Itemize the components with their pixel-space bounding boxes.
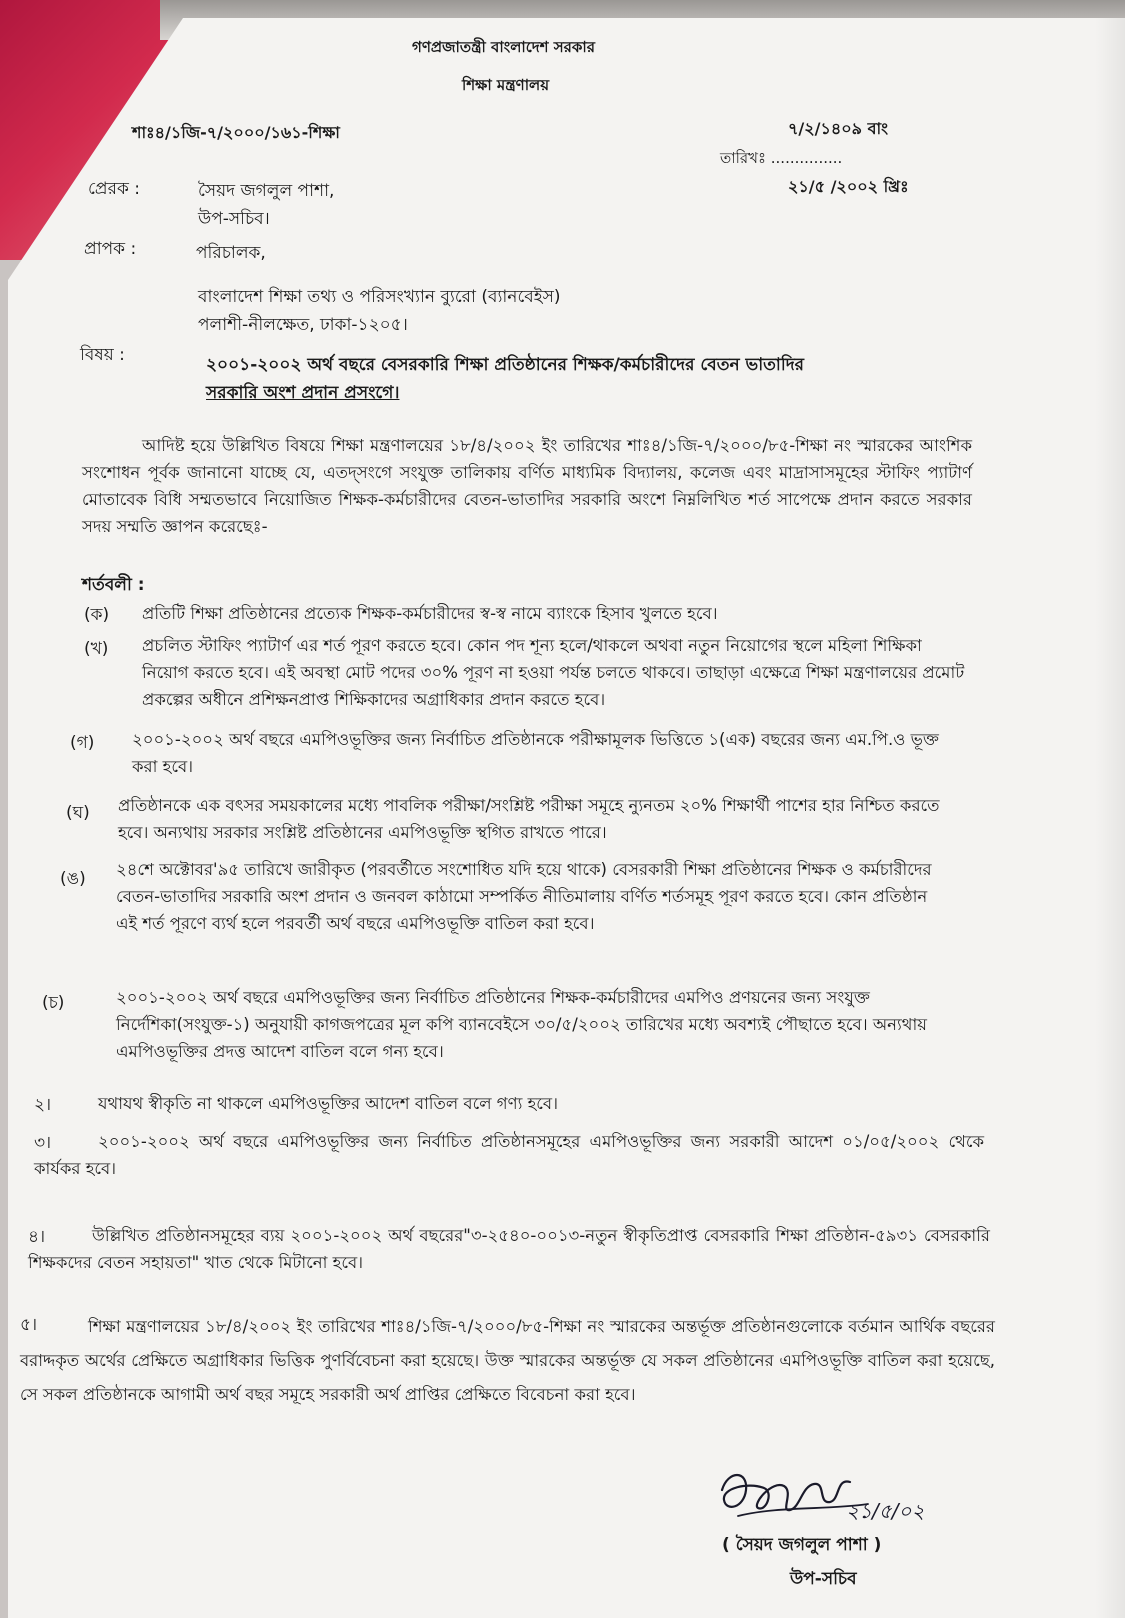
condition-mark-gha: (ঘ) xyxy=(66,803,90,823)
condition-mark-kha: (খ) xyxy=(84,639,109,659)
signatory-designation: উপ-সচিব xyxy=(790,1569,857,1589)
point-number-3: ৩। xyxy=(34,1133,52,1153)
signature-date: ২১/৫/০২ xyxy=(846,1499,925,1523)
point-number-4: ৪। xyxy=(28,1227,46,1247)
point-number-2: ২। xyxy=(34,1095,52,1115)
condition-umo: ২৪শে অক্টোবর'৯৫ তারিখে জারীকৃত (পরবর্তীতে সংশোধিত যদি হয়ে থাকে) বেসরকারী শিক্ষা প্রতিষ্ঠানের শিক্ষক ও কর্মচারীদের বেতন-ভাতাদির সরকারি অংশ প্রদান ও জনবল কাঠামো সম্পর্কিত নীতিমালায় বর্ণিত শর্তসমূহ পূরণ করতে হবে। কোন প্রতিষ্ঠান এই শর্ত পূরণে ব্যর্থ হলে পরবর্তী অর্থ বছরে এমপিওভূক্তি বাতিল করা হবে। xyxy=(116,860,932,933)
condition-mark-ga: (গ) xyxy=(70,733,95,753)
condition-ka: প্রতিটি শিক্ষা প্রতিষ্ঠানের প্রত্যেক শিক্ষক-কর্মচারীদের স্ব-স্ব নামে ব্যাংকে হিসাব খুলতে হবে। xyxy=(142,604,718,623)
condition-cha: ২০০১-২০০২ অর্থ বছরে এমপিওভূক্তির জন্য নির্বাচিত প্রতিষ্ঠানের শিক্ষক-কর্মচারীদের এমপিও প্রণয়নের জন্য সংযুক্ত নির্দেশিকা(সংযুক্ত-১) অনুযায়ী কাগজপত্রের মূল কপি ব্যানবেইসে ৩০/৫/২০০২ তারিখের মধ্যে অবশ্যই পৌছাতে হবে। অন্যথায় এমপিওভূক্তির প্রদত্ত আদেশ বাতিল বলে গন্য হবে। xyxy=(116,988,927,1061)
sender-name: সৈয়দ জগলুল পাশা, xyxy=(198,181,335,201)
condition-kha: প্রচলিত স্টাফিং প্যাটার্ণ এর শর্ত পূরণ করতে হবে। কোন পদ শূন্য হলে/থাকলে অথবা নতুন নিয়োগের স্থলে মহিলা শিক্ষিকা নিয়োগ করতে হবে। এই অবস্থা মোট পদের ৩০% পূরণ না হওয়া পর্যন্ত চলতে থাকবে। তাছাড়া এক্ষেত্রে শিক্ষা মন্ত্রণালয়ের প্রমোট প্রকল্পের অধীনে প্রশিক্ষনপ্রাপ্ত শিক্ষিকাদের অগ্রাধিকার প্রদান করতে হবে। xyxy=(142,636,965,709)
memo-date-bangla: ৭/২/১৪০৯ বাং xyxy=(788,119,889,138)
recipient-title: পরিচালক, xyxy=(196,243,266,263)
condition-gha: প্রতিষ্ঠানকে এক বৎসর সময়কালের মধ্যে পাবলিক পরীক্ষা/সংশ্লিষ্ট পরীক্ষা সমূহে ন্যুনতম ২০% শিক্ষার্থী পাশের হার নিশ্চিত করতে হবে। অন্যথায় সরকার সংশ্লিষ্ট প্রতিষ্ঠানের এমপিওভূক্তি স্থগিত রাখতে পারে। xyxy=(118,796,940,842)
condition-mark-umo: (ঙ) xyxy=(60,869,86,889)
subject-line-1: ২০০১-২০০২ অর্থ বছরে বেসরকারি শিক্ষা প্রতিষ্ঠানের শিক্ষক/কর্মচারীদের বেতন ভাতাদির xyxy=(206,355,804,375)
condition-ga: ২০০১-২০০২ অর্থ বছরে এমপিওভূক্তির জন্য নির্বাচিত প্রতিষ্ঠানকে পরীক্ষামূলক ভিত্তিতে ১(এক) বছরের জন্য এম.পি.ও ভূক্ত করা হবে। xyxy=(132,730,939,776)
government-heading: গণপ্রজাতন্ত্রী বাংলাদেশ সরকার xyxy=(412,38,595,56)
subject-label: বিষয় : xyxy=(80,345,125,365)
sender-label: প্রেরক : xyxy=(88,179,140,199)
point-5: শিক্ষা মন্ত্রণালয়ের ১৮/৪/২০০২ ইং তারিখের শাঃ৪/১জি-৭/২০০০/৮৫-শিক্ষা নং স্মারকের অন্তর্ভূক্ত প্রতিষ্ঠানগুলোকে বর্তমান আর্থিক বছরের বরাদ্দকৃত অর্থের প্রেক্ষিতে অগ্রাধিকার ভিত্তিক পুণর্বিবেচনা করা হয়েছে। উক্ত স্মারকের অন্তর্ভূক্ত যে সকল প্রতিষ্ঠানের এমপিওভূক্তি বাতিল করা হয়েছে, সে সকল প্রতিষ্ঠানকে আগামী অর্থ বছর সমূহে সরকারী অর্থ প্রাপ্তির প্রেক্ষিতে বিবেচনা করা হবে। xyxy=(20,1317,995,1404)
condition-mark-ka: (ক) xyxy=(84,605,110,625)
conditions-title: শর্তবলী : xyxy=(82,575,145,595)
recipient-office: বাংলাদেশ শিক্ষা তথ্য ও পরিসংখ্যান ব্যুরো (ব্যানবেইস) xyxy=(198,287,561,307)
point-2: যথাযথ স্বীকৃতি না থাকলে এমপিওভূক্তির আদেশ বাতিল বলে গণ্য হবে। xyxy=(98,1094,558,1113)
date-label: তারিখঃ ............... xyxy=(720,149,843,167)
subject-line-2: সরকারি অংশ প্রদান প্রসংগে। xyxy=(206,383,400,403)
recipient-address: পলাশী-নীলক্ষেত, ঢাকা-১২০৫। xyxy=(198,315,408,335)
memo-number: শাঃ৪/১জি-৭/২০০০/১৬১-শিক্ষা xyxy=(132,123,340,142)
sender-designation: উপ-সচিব। xyxy=(198,209,270,229)
point-4: উল্লিখিত প্রতিষ্ঠানসমূহের ব্যয় ২০০১-২০০২ অর্থ বছরের"৩-২৫৪০-০০১৩-নতুন স্বীকৃতিপ্রাপ্ত বেসরকারি শিক্ষা প্রতিষ্ঠান-৫৯৩১ বেসরকারি শিক্ষকদের বেতন সহায়তা" খাত থেকে মিটানো হবে। xyxy=(28,1226,990,1272)
memo-date-english: ২১/৫ /২০০২ খ্রিঃ xyxy=(788,177,909,196)
point-number-5: ৫। xyxy=(20,1315,38,1335)
recipient-label: প্রাপক : xyxy=(84,239,137,259)
point-3: ২০০১-২০০২ অর্থ বছরে এমপিওভূক্তির জন্য নির্বাচিত প্রতিষ্ঠানসমূহের এমপিওভূক্তির জন্য সরকারী আদেশ ০১/০৫/২০০২ থেকে কার্যকর হবে। xyxy=(34,1132,984,1178)
handwritten-signature xyxy=(718,1460,928,1530)
condition-mark-cha: (চ) xyxy=(42,993,65,1013)
intro-paragraph: আদিষ্ট হয়ে উল্লিখিত বিষয়ে শিক্ষা মন্ত্রণালয়ের ১৮/৪/২০০২ ইং তারিখের শাঃ৪/১জি-৭/২০০০/৮৫-শিক্ষা নং স্মারকের আংশিক সংশোধন পূর্বক জানানো যাচ্ছে যে, এতদ্সংগে সংযুক্ত তালিকায় বর্ণিত মাধ্যমিক বিদ্যালয়, কলেজ এবং মাদ্রাসাসমূহের স্টাফিং প্যাটার্ণ মোতাবেক বিধি সম্মতভাবে নিয়োজিত শিক্ষক-কর্মচারীদের বেতন-ভাতাদির সরকারি অংশে নিম্নলিখিত শর্ত সাপেক্ষে প্রদান করতে সরকার সদয় সম্মতি জ্ঞাপন করেছেঃ- xyxy=(82,436,972,536)
signatory-name: ( সৈয়দ জগলুল পাশা ) xyxy=(722,1535,882,1555)
ministry-heading: শিক্ষা মন্ত্রণালয় xyxy=(462,76,550,94)
